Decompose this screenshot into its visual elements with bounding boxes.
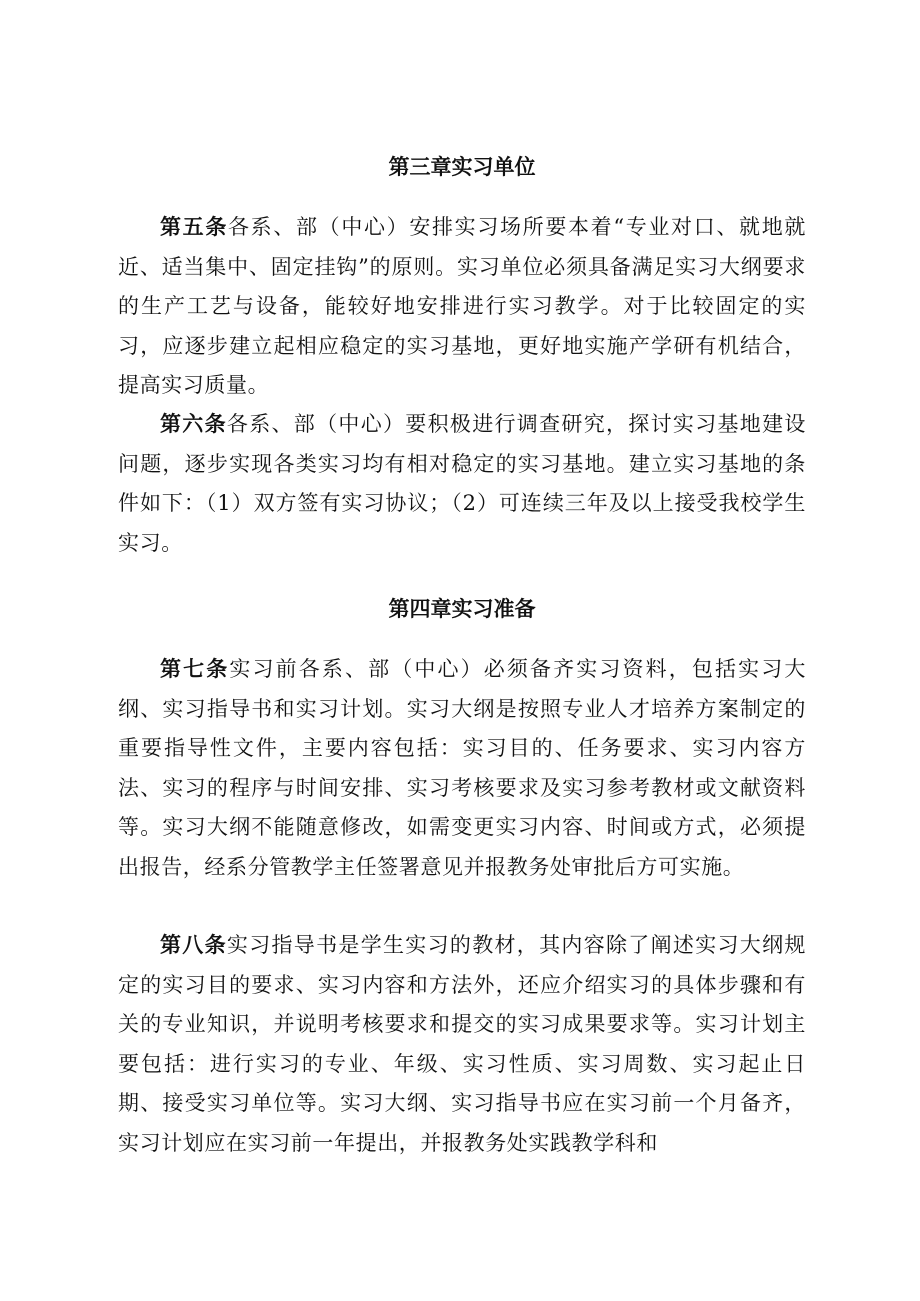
article-5-text: 各系、部（中心）安排实习场所要本着“专业对口、就地就近、适当集中、固定挂钩”的原则。实习单位必须具备满足实习大纲要求的生产工艺与设备，能较好地安排进行实习教学。对于比较固定的实习，应逐步建立起相应稳定的实习基地，更好地实施产学研有机结合，提高实习质量。 <box>118 215 806 397</box>
article-6-text: 各系、部（中心）要积极进行调查研究，探讨实习基地建设问题，逐步实现各类实习均有相对稳定的实习基地。建立实习基地的条件如下：（1）双方签有实习协议；（2）可连续三年及以上接受我校学生实习。 <box>118 412 806 555</box>
chapter-3-title: 第三章实习单位 <box>388 155 536 179</box>
article-7-label: 第七条 <box>160 657 230 681</box>
article-8-label: 第八条 <box>160 933 227 957</box>
article-5-label: 第五条 <box>160 215 228 239</box>
article-8-text: 实习指导书是学生实习的教材，其内容除了阐述实习大纲规定的实习目的要求、实习内容和方法外，还应介绍实习的具体步骤和有关的专业知识，并说明考核要求和提交的实习成果要求等。实习计划主要包括：进行实习的专业、年级、实习性质、实习周数、实习起止日期、接受实习单位等。实习大纲、实习指导书应在实习前一个月备齐，实习计划应在实习前一年提出，并报教务处实践教学科和 <box>118 933 806 1155</box>
chapter-4-title: 第四章实习准备 <box>388 597 536 621</box>
article-5 <box>118 208 806 406</box>
article-7-text: 实习前各系、部（中心）必须备齐实习资料，包括实习大纲、实习指导书和实习计划。实习大纲是按照专业人才培养方案制定的重要指导性文件，主要内容包括：实习目的、任务要求、实习内容方法、实习的程序与时间安排、实习考核要求及实习参考教材或文献资料等。实习大纲不能随意修改，如需变更实习内容、时间或方式，必须提出报告，经系分管教学主任签署意见并报教务处审批后方可实施。 <box>118 657 806 879</box>
article-6 <box>118 405 806 563</box>
article-7 <box>118 650 806 887</box>
article-6-label: 第六条 <box>160 412 227 436</box>
article-8 <box>118 926 806 1163</box>
